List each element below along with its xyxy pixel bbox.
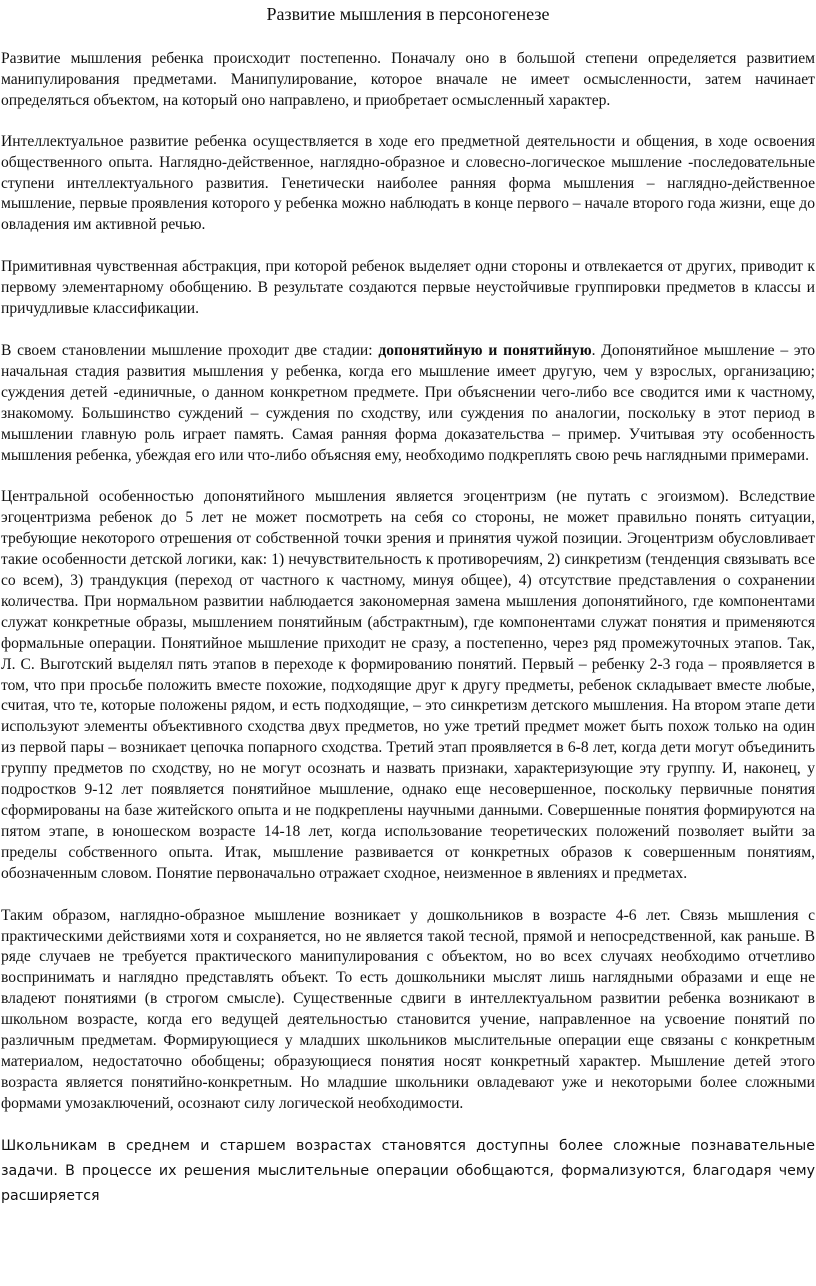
paragraph-two-stages-body: . Допонятийное мышление – это начальная стадия развития мышления у ребенка, когда его мышление имеет другую, чем у взрослых, организацию; суждения детей -единичные, о данном конкретном предмете. При объяснении чего-либо все сводится ими к частному, знакомому. Большинство суждений – суждения по сходству, или суждения по аналогии, поскольку в этот период в мышлении главную роль играет память. Самая ранняя форма доказательства – пример. Учитывая эту особенность мышления ребенка, убеждая его или что-либо объясняя ему, необходимо подкреплять свою речь наглядными примерами.: [1, 341, 815, 464]
paragraph-visual-thinking: Таким образом, наглядно-образное мышление возникает у дошкольников в возрасте 4-6 лет. Связь мышления с практическими действиями хотя и сохраняется, но не является такой тесной, прямой и непосредственной, как раньше. В ряде случаев не требуется практического манипулирования с объектом, но во всех случаях необходимо отчетливо воспринимать и наглядно представлять объект. То есть дошкольники мыслят лишь наглядными образами и еще не владеют понятиями (в строгом смысле). Существенные сдвиги в интеллектуальном развитии ребенка возникают в школьном возрасте, когда его ведущей деятельностью становится учение, направленное на усвоение понятий по различным предметам. Формирующиеся у младших школьников мыслительные операции еще связаны с конкретным материалом, недостаточно обобщены; образующиеся понятия носят конкретный характер. Мышление детей этого возраста является понятийно-конкретным. Но младшие школьники овладевают уже и некоторыми более сложными формами умозаключений, осознают силу логической необходимости.: [1, 906, 815, 1112]
paragraph-intellectual-development: Интеллектуальное развитие ребенка осуществляется в ходе его предметной деятельности и общения, в ходе освоения общественного опыта. Наглядно-действенное, наглядно-образное и словесно-логическое мышление -последовательные ступени интеллектуального развития. Генетически наиболее ранняя форма мышления – наглядно-действенное мышление, первые проявления которого у ребенка можно наблюдать в конце первого – начале второго года жизни, еще до овладения им активной речью.: [1, 132, 815, 234]
paragraph-two-stages-intro: В своем становлении мышление проходит две стадии:: [1, 341, 379, 359]
paragraph-primitive-abstraction: Примитивная чувственная абстракция, при которой ребенок выделяет одни стороны и отвлекается от других, приводит к первому элементарному обобщению. В результате создаются первые неустойчивые группировки предметов в классы и причудливые классификации.: [1, 258, 815, 318]
document-title: Развитие мышления в персоногенезе: [266, 4, 550, 24]
paragraph-egocentrism: Центральной особенностью допонятийного мышления является эгоцентризм (не путать с эгоизмом). Вследствие эгоцентризма ребенок до 5 лет не может посмотреть на себя со стороны, не может правильно понять ситуации, требующие некоторого отрешения от собственной точки зрения и принятия чужой позиции. Эгоцентризм обусловливает такие особенности детской логики, как: 1) нечувствительность к противоречиям, 2) синкретизм (тенденция связывать все со всем), 3) трандукция (переход от частного к частному, минуя общее), 4) отсутствие представления о сохранении количества. При нормальном развитии наблюдается закономерная замена мышления допонятийного, где компонентами служат конкретные образы, мышлением понятийным (абстрактным), где компонентами служат понятия и применяются формальные операции. Понятийное мышление приходит не сразу, а постепенно, через ряд промежуточных этапов. Так, Л. С. Выготский выделял пять этапов в переходе к формированию понятий. Первый – ребенку 2-3 года – проявляется в том, что при просьбе положить вместе похожие, подходящие друг к другу предметы, ребенок складывает вместе любые, считая, что те, которые положены рядом, и есть подходящие, – это синкретизм детского мышления. На втором этапе дети используют элементы объективного сходства двух предметов, но уже третий предмет может быть похож только на один из первой пары – возникает цепочка попарного сходства. Третий этап проявляется в 6-8 лет, когда дети могут объединить группу предметов по сходству, но не могут осознать и назвать признаки, характеризующие эту группу. И, наконец, у подростков 9-12 лет появляется понятийное мышление, однако еще несовершенное, поскольку первичные понятия сформированы на базе житейского опыта и не подкреплены научными данными. Совершенные понятия формируются на пятом этапе, в юношеском возрасте 14-18 лет, когда использование теоретических положений позволяет выйти за пределы собственного опыта. Итак, мышление развивается от конкретных образов к совершенным понятиям, обозначенным словом. Понятие первоначально отражает сходное, неизменное в явлениях и предметах.: [1, 488, 815, 882]
paragraph-two-stages-bold-term: допонятийную и понятийную: [378, 341, 592, 359]
paragraph-older-school-age: Школьникам в среднем и старшем возрастах становятся доступны более сложные познавательные задачи. В процессе их решения мыслительные операции обобщаются, формализуются, благодаря чему расширяется: [1, 1137, 815, 1204]
paragraph-manipulation: Развитие мышления ребенка происходит постепенно. Поначалу оно в большой степени определяется развитием манипулирования предметами. Манипулирование, которое вначале не имеет осмысленности, затем начинает определяться объектом, на который оно направлено, и приобретает осмысленный характер.: [1, 50, 815, 109]
paragraph-two-stages: [1, 341, 815, 466]
